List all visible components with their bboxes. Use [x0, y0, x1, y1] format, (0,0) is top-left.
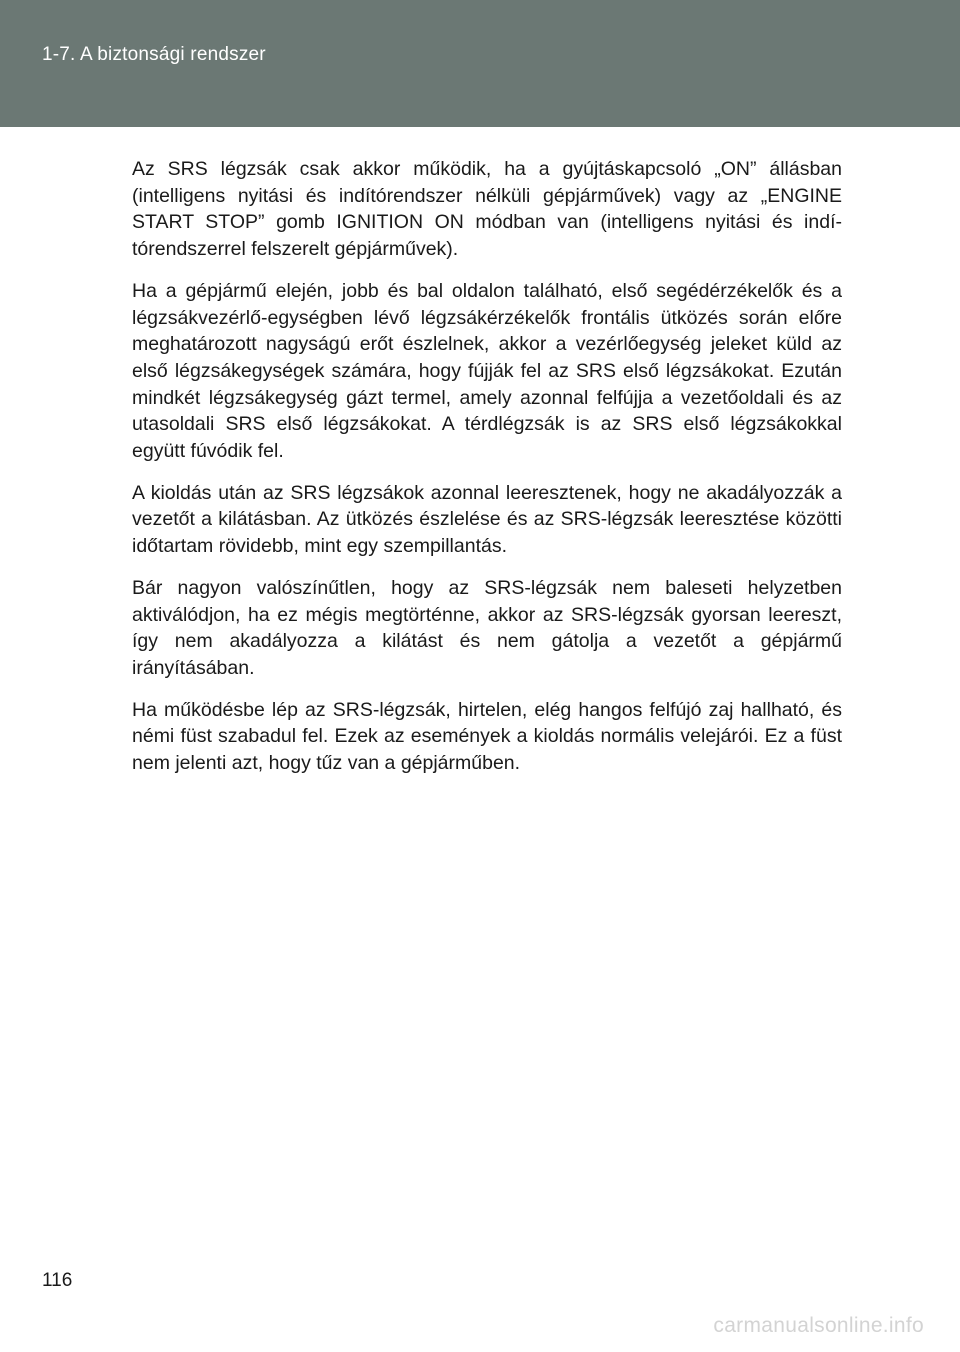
watermark: carmanualsonline.info: [713, 1314, 924, 1337]
paragraph: Bár nagyon valószínűtlen, hogy az SRS-légzsák nem baleseti helyzetben aktiválódjon, ha ez mégis megtörténne, akkor az SRS-légzsák gyorsan leereszt, így nem akadályozza a kilátást és nem gátolja a vezetőt a gépjármű irányításában.: [132, 576, 842, 679]
header-band: [0, 0, 960, 127]
paragraph: A kioldás után az SRS légzsákok azonnal leeresztenek, hogy ne akadályozzák a vezetőt a kilátásban. Az ütközés észlelése és az SRS-légzsák leeresztése közötti időtartam rövidebb, mint egy szempillantás.: [132, 481, 842, 558]
body-text: [132, 156, 842, 792]
paragraph: Az SRS légzsák csak akkor működik, ha a gyújtáskapcsoló „ON” állásban (intelligens nyitási és indítórendszer nélküli gépjárművek) vagy az „ENGINE START STOP” gomb IGNITION ON módban van (intelligens nyitási és indítórendszerrel felszerelt gépjárművek).: [132, 158, 842, 261]
paragraph: Ha működésbe lép az SRS-légzsák, hirtelen, elég hangos felfújó zaj hallható, és némi füst szabadul fel. Ezek az események a kioldás normális velejárói. Ez a füst nem jelenti azt, hogy tűz van a gépjárműben.: [132, 698, 842, 775]
section-title: 1-7. A biztonsági rendszer: [42, 44, 266, 65]
page-number: 116: [42, 1270, 73, 1291]
paragraph: Ha a gépjármű elején, jobb és bal oldalon található, első segédérzékelők és a légzsákvezérlő-egységben lévő légzsákérzékelők frontális ütközés során előre meghatározott nagyságú erőt észlelnek, akkor a vezérlőegység jeleket küld az első légzsákegységek számára, hogy fújják fel az SRS első légzsákokat. Ezután mindkét légzsákegység gázt termel, amely azonnal felfújja a vezetőoldali és az utasoldali SRS első légzsákokat. A térdlégzsák is az SRS első légzsákokkal együtt fúvódik fel.: [132, 279, 842, 463]
